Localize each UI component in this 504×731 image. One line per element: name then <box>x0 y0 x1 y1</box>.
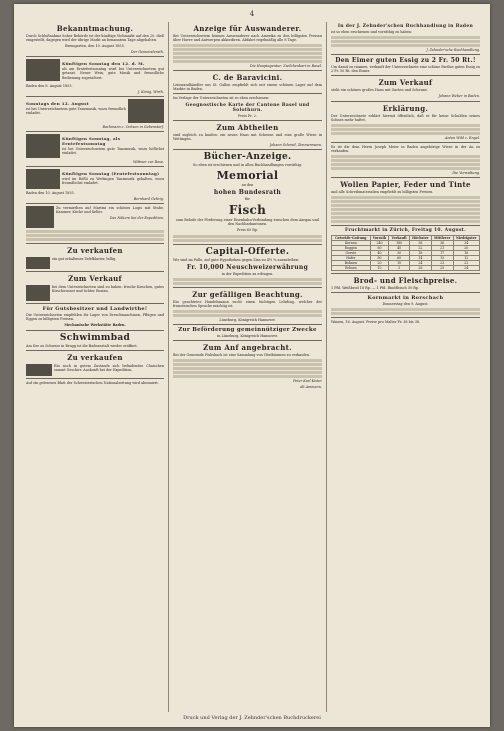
divider <box>26 350 164 351</box>
ad-with-woodcut <box>26 364 164 376</box>
dancers-woodcut-image <box>26 134 60 158</box>
table-cell: 26 <box>409 266 431 271</box>
table-cell: Roggen <box>332 246 371 251</box>
column-2 <box>173 22 322 712</box>
divider <box>331 75 480 76</box>
ad-text: Bei der Gemeinde Fislisbach ist eine Sammlung von Obstbäumen zu verkaufen. <box>173 353 311 358</box>
grain-price-table <box>331 235 480 271</box>
ad-heading: Anzeige für Auswanderer. <box>193 24 302 33</box>
table-cell: 10 <box>389 261 410 266</box>
table-cell: Kernen <box>332 241 371 246</box>
text-line <box>173 310 322 313</box>
ad-heading: Zu verkaufen <box>67 352 123 362</box>
table-cell: 18 <box>409 251 431 256</box>
ad-subtitle: Fisch <box>228 203 267 218</box>
ad-text: Ein geachteter Handelsmann sucht einen tüchtigen Lehrling, welcher der französischen Sprache mächtig ist. <box>173 299 322 308</box>
ad-heading: Brod- und Fleischpreise. <box>353 276 458 286</box>
ad-heading: Künftigen Sonntag (Erntefestsonntag) <box>62 171 160 177</box>
ad-text: ist bei Unterzeichnetem gute Tanzmusik, wozu freundlich einladet. <box>26 106 126 115</box>
divider <box>26 303 164 304</box>
ad-text: in Lüneburg, Königreich Hannover. <box>217 333 278 338</box>
table-cell: 5 <box>389 266 410 271</box>
text-line <box>173 367 322 370</box>
divider <box>26 56 164 57</box>
divider <box>331 54 480 55</box>
ad-with-woodcut <box>26 134 164 158</box>
ad-with-woodcut <box>26 257 164 269</box>
table-header-cell: Verkauft <box>389 236 410 241</box>
ad-signature: Das Nähere bei der Expedition. <box>109 216 164 221</box>
ad-heading: Künftigen Sonntag, als Erntefestsonntag <box>62 135 121 146</box>
table-header-cell: Getreide-Gattung <box>332 236 371 241</box>
ad-signature: Peter Karl Kister <box>293 379 322 384</box>
text-line <box>26 238 164 241</box>
ad-text: ist so eben erschienen und vorräthig zu haben: <box>331 30 413 34</box>
text-line <box>331 44 480 47</box>
divider <box>331 317 480 318</box>
text-line <box>331 204 480 207</box>
ad-text: Durch Schlußnahme hoher Behörde ist der künftige Viehmarkt auf den 20. dieß eingestellt, dagegen wird der übrige Markt an benanntem Tage abgehalten. <box>26 34 164 43</box>
divider <box>331 225 480 226</box>
newspaper-page <box>14 4 490 727</box>
table-header-cell: Niedrigster <box>453 236 479 241</box>
ad-signature: Mechanische Werkstätte Baden. <box>64 323 126 328</box>
table-cell: 240 <box>370 241 389 246</box>
bottle-woodcut-image <box>26 285 50 301</box>
table-cell: 60 <box>389 256 410 261</box>
ad-text: Um damit zu räumen, verkauft der Unterzeichnete eine schöne Parthie guten Essig zu 2 Fr. 50 Rt. den Eimer. <box>331 65 480 74</box>
ad-text: für <box>244 197 251 202</box>
column-rule <box>168 22 169 712</box>
divider <box>173 93 322 94</box>
table-cell: 80 <box>370 256 389 261</box>
ad-heading: Bekanntmachung. <box>56 24 134 33</box>
divider <box>331 101 480 102</box>
text-line <box>331 132 480 135</box>
text-line <box>173 239 322 242</box>
text-line <box>173 282 322 285</box>
ad-signature: J. Zehnder'sche Buchhandlung. <box>426 48 480 53</box>
ad-text: zum Behufe der Förderung einer Eisenbahn-Verbindung zwischen dem Aargau und den Nachbarkantonen. <box>176 218 319 227</box>
table-cell: 16 <box>453 251 479 256</box>
table-cell: 38 <box>409 241 431 246</box>
ad-heading: Geognostische Karte der Cantone Basel und Solothurn. <box>185 102 310 113</box>
table-cell: 20 <box>370 261 389 266</box>
text-line <box>331 216 480 219</box>
text-line <box>173 314 322 317</box>
divider <box>26 330 164 331</box>
column-3 <box>331 22 480 712</box>
text-line <box>331 124 480 127</box>
ad-with-woodcut <box>26 169 164 189</box>
ad-heading: Zur Beförderung gemeinnütziger Zwecke <box>178 326 317 333</box>
divider <box>173 120 322 121</box>
text-line <box>26 234 164 237</box>
text-line <box>331 128 480 131</box>
table-row <box>332 266 480 271</box>
text-line <box>331 40 480 43</box>
ad-place: Baden den 8. August 1855. <box>26 83 73 88</box>
ad-price: Preis 60 Rp. <box>236 228 258 233</box>
ad-text: Auf ein gelesenes Blatt der Schweizerischen Nationalzeitung wird abonniert. <box>26 380 159 385</box>
text-line <box>331 308 480 311</box>
dancers-woodcut-image <box>26 59 60 81</box>
ad-heading: Zum Anf angebracht. <box>203 343 292 353</box>
ad-text: Zu vermiethen auf Martini ein schönes Logis mit Stube, Kammer, Küche und Keller. <box>56 206 164 215</box>
ad-signature: Die Hauptagentur: Zwilchenbart in Basel. <box>249 64 322 69</box>
text-line <box>331 312 480 315</box>
ad-heading: Zum Verkauf <box>68 274 122 284</box>
text-line <box>331 159 480 162</box>
page-number: 4 <box>249 10 255 18</box>
ad-heading: Kornmarkt in Rorschach <box>367 295 444 302</box>
ad-heading: Zu verkaufen <box>67 246 123 256</box>
memorial-title: Memorial <box>216 169 279 183</box>
ad-text: Im Verlage der Unterzeichneten ist so eben erschienen: <box>173 96 270 101</box>
table-cell: 22 <box>409 246 431 251</box>
ad-text: Donnerstag den 9. August. <box>382 302 429 307</box>
ad-text: Am See zu Schwarz in Brugg ist die Badeanstalt wieder eröffnet. <box>26 343 138 348</box>
piano-woodcut-image <box>26 257 50 269</box>
divider <box>331 292 480 293</box>
table-title: Fruchtmarkt in Zürich, Freitag 10. August. <box>344 228 467 234</box>
ad-signature: Bernhard Gehrig. <box>133 197 164 202</box>
ad-text: an den <box>241 183 254 188</box>
ad-text: Bei Unterzeichnetem können Auswanderer nach Amerika zu den billigsten Preisen über Havre und Antwerpen akkordiren. Abfahrt regelmäßig alle 8 Tage. <box>173 34 322 43</box>
divider <box>173 287 322 288</box>
ad-signature: Johann Schmid, Zimmermann. <box>269 142 322 147</box>
table-cell: 17 <box>431 251 453 256</box>
table-cell: 24 <box>453 266 479 271</box>
ad-heading: Zum Abtheilen <box>216 122 279 132</box>
table-cell: 25 <box>431 266 453 271</box>
table-cell: 40 <box>370 251 389 256</box>
text-line <box>331 167 480 170</box>
divider <box>331 273 480 274</box>
table-cell: 30 <box>389 251 410 256</box>
text-line <box>173 235 322 238</box>
divider <box>173 324 322 325</box>
text-line <box>331 200 480 203</box>
ad-signature: Johann Weber in Baden. <box>438 94 480 99</box>
ad-signature: Der Gemeinderath. <box>130 50 164 55</box>
ad-text: Ein noch in gutem Zustande sich befindendes Chaischen sammt Geschirr. Auskunft bei der Expedition. <box>54 363 164 372</box>
table-cell: 14 <box>409 256 431 261</box>
ad-text: und alle Schreibmaterialien empfiehlt zu billigsten Preisen. <box>331 190 434 195</box>
ad-text: steht ein schönes großes Haus mit Garten und Scheune. <box>331 88 429 93</box>
text-line <box>173 278 322 281</box>
ad-text: So eben ist erschienen und in allen Buchhandlungen vorräthig: <box>193 162 302 167</box>
ad-heading: C. de Baravicini. <box>212 73 283 83</box>
ad-signature: Die Verwaltung. <box>452 171 480 176</box>
divider <box>173 340 322 341</box>
text-line <box>331 212 480 215</box>
text-line <box>173 52 322 55</box>
ad-text: Leinwandhändler aus St. Gallen empfiehlt sich mit einem schönen Lager auf dem Markte in Baden. <box>173 83 322 92</box>
ad-heading: Sonntags den 12. August <box>26 100 89 106</box>
ad-text: als am Erntefestsonntag wird bei Unterzeichnetem gut getanzt. Neuer Wein, gute Musik und freundliche Bedienung zugesichert. <box>62 67 164 80</box>
ad-amount: Fr. 10,000 Neuschweizerwährung <box>186 263 309 271</box>
divider <box>173 149 322 150</box>
text-line <box>173 48 322 51</box>
ad-heading: Für Gutsbesitzer und Landwirthe! <box>42 306 148 313</box>
divider <box>26 96 164 97</box>
ad-text: sind sogleich zu kaufen: ein neues Haus mit Scheune und eine große Wiese in Wettingen. <box>173 132 322 141</box>
ad-text: Wir sind im Falle, auf gute Hypotheken gegen Zins zu 4½ % auszuleihen: <box>173 257 300 262</box>
text-line <box>173 359 322 362</box>
table-cell: 10 <box>370 266 389 271</box>
ad-heading: Zur gefälligen Beachtung. <box>192 289 303 299</box>
column-1 <box>26 22 164 712</box>
ad-signature: in der Expedition zu erfragen. <box>221 271 274 276</box>
table-cell: 21 <box>431 246 453 251</box>
ad-heading: Den Eimer guten Essig zu 2 Fr. 50 Rt.! <box>335 57 476 65</box>
text-line <box>331 155 480 158</box>
carriage-woodcut-image <box>26 364 52 376</box>
divider <box>26 131 164 132</box>
table-cell: 36 <box>431 241 453 246</box>
text-line <box>173 371 322 374</box>
table-cell: Hafer <box>332 256 371 261</box>
column-rule <box>326 22 327 712</box>
divider <box>26 378 164 379</box>
table-cell: 20 <box>453 246 479 251</box>
ad-signature: Anton Wild z. Engel. <box>444 135 480 140</box>
divider <box>26 166 164 167</box>
ad-place: Baden den 10. August 1855. <box>26 191 75 196</box>
text-line <box>26 230 164 233</box>
ad-place: Bremgarten, den 10. August 1855. <box>65 44 125 49</box>
text-line <box>173 60 322 63</box>
divider <box>26 271 164 272</box>
ad-text: Es ist die dem Herrn Joseph Meier in Baden angehörige Wiese in der Au zu verkaufen. <box>331 144 480 153</box>
ad-price: Preis Fr. 2. <box>238 113 257 118</box>
table-cell: Bohnen <box>332 261 371 266</box>
text-line <box>331 196 480 199</box>
text-line <box>331 36 480 39</box>
ad-heading: Künftigen Sonntag den 12. d. M. <box>62 61 145 67</box>
ad-heading: Schwimmbad <box>59 332 131 343</box>
dancers-woodcut-image <box>26 169 60 189</box>
ad-text: ein gut erhaltenes Tafelklavier, billig. <box>52 257 117 262</box>
text-line <box>173 44 322 47</box>
ad-text: bei dem Unterzeichneten sind zu haben: frische Kirschen, gutes Kirschwasser und ächter Enzian. <box>52 285 164 294</box>
ad-with-woodcut <box>26 285 164 301</box>
ad-with-woodcut <box>26 206 164 228</box>
table-cell: 60 <box>370 246 389 251</box>
divider <box>331 142 480 143</box>
ad-heading: Wollen Papier, Feder und Tinte <box>340 180 471 190</box>
ad-with-woodcut <box>26 99 164 123</box>
ad-text: wird im Rößli zu Wettingen Tanzmusik gehalten, wozu freundlichst einladet. <box>62 177 164 186</box>
ad-signature: Lüneburg, Königreich Hannover. <box>219 317 276 322</box>
house-woodcut-image <box>26 206 54 228</box>
ad-signature: Wittwer zur Rose. <box>133 159 164 164</box>
text-line <box>173 375 322 378</box>
text-line <box>173 363 322 366</box>
text-line <box>331 208 480 211</box>
divider <box>331 177 480 178</box>
ad-heading: In der J. Zehnder'schen Buchhandlung in Baden <box>337 24 474 29</box>
text-line <box>173 56 322 59</box>
ad-text: ist bei Unterzeichnetem gute Tanzmusik, wozu höflichst einladet. <box>62 146 164 156</box>
table-cell: 24 <box>409 261 431 266</box>
printer-footer: Druck und Verlag der J. Zehnder'schen Buchdruckerei <box>183 715 321 721</box>
table-cell: 180 <box>389 241 410 246</box>
table-cell: 22 <box>453 261 479 266</box>
divider <box>173 70 322 71</box>
table-header-cell: Vorrath <box>370 236 389 241</box>
ad-subtitle: hohen Bundesrath <box>213 189 282 197</box>
table-cell: 34 <box>453 241 479 246</box>
dancers-woodcut-image <box>128 99 164 123</box>
ad-text: Waizen, 16. August. Preise pro Malter Fr. 36 bis 38. <box>331 320 421 325</box>
table-cell: 40 <box>389 246 410 251</box>
divider <box>26 203 164 204</box>
text-line <box>331 163 480 166</box>
table-cell: 13 <box>431 256 453 261</box>
ad-text: Die Unterzeichneten empfehlen ihr Lager von Dreschmaschinen, Pflügen und Eggen zu billigsten Preisen. <box>26 313 164 322</box>
ad-signature: J. König, Wirth. <box>137 89 164 94</box>
text-line <box>331 220 480 223</box>
ad-text: Der Unterzeichnete erklärt hiermit öffentlich, daß er für keine Schulden seines Sohnes mehr haftet. <box>331 113 480 122</box>
ad-place: alt Ammann. <box>300 385 322 390</box>
table-cell: Erbsen <box>332 266 371 271</box>
table-header-cell: Höchster <box>409 236 431 241</box>
divider <box>173 244 322 245</box>
table-cell: Gerste <box>332 251 371 256</box>
table-cell: 23 <box>431 261 453 266</box>
table-header-cell: Mittlerer <box>431 236 453 241</box>
ad-heading: Zum Verkauf <box>378 78 433 88</box>
ad-with-woodcut <box>26 59 164 81</box>
ad-text: 1 Pfd. Weißbrod 18 Rp. — 1 Pfd. Rindfleisch 50 Rp. <box>331 286 420 291</box>
divider <box>26 243 164 244</box>
ad-heading: Erklärung. <box>382 103 429 113</box>
ad-signature: Bachmann z. Ochsen in Gebenstorf. <box>102 124 164 129</box>
ad-heading: Capital-Offerte. <box>205 246 290 257</box>
ad-heading: Bücher-Anzeige. <box>203 151 292 162</box>
table-cell: 12 <box>453 256 479 261</box>
